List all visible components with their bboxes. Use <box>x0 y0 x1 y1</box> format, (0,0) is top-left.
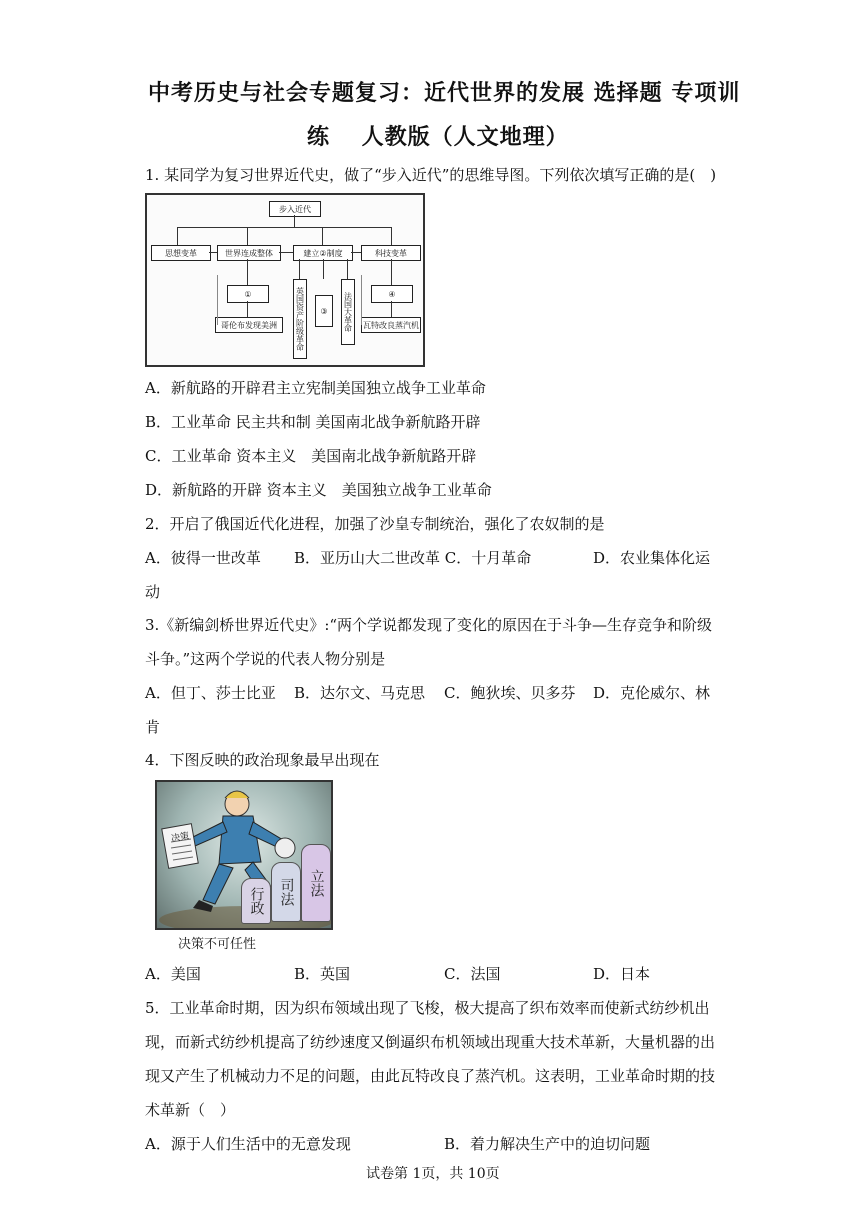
stone-judicial-label: 司法 <box>278 878 295 906</box>
q4-option-c: C．法国 <box>444 965 501 983</box>
page-title-line-1: 中考历史与社会专题复习：近代世界的发展 选择题 专项训 <box>148 81 741 106</box>
mindmap-blank-1: ① <box>227 285 269 303</box>
stone-judicial <box>271 862 301 922</box>
stone-legislative-label: 立法 <box>308 869 325 897</box>
q5-option-b: B．着力解决生产中的迫切问题 <box>444 1135 651 1153</box>
q1-option-b: B．工业革命 民主共和制 美国南北战争新航路开辟 <box>145 413 481 431</box>
q3-option-d-wrap: 肯 <box>145 718 161 736</box>
q2-option-d: D．农业集体化运 <box>593 549 711 567</box>
q3-option-d: D．克伦威尔、林 <box>593 684 711 702</box>
stone-executive-label: 行政 <box>248 887 265 915</box>
q2-option-d-wrap: 动 <box>145 583 161 601</box>
q1-option-c: C．工业革命 资本主义 美国南北战争新航路开辟 <box>145 447 477 465</box>
page-footer: 试卷第 1页，共 10页 <box>366 1166 500 1182</box>
q1-option-a: A．新航路的开辟君主立宪制美国独立战争工业革命 <box>145 379 486 397</box>
q2-option-b-c: B．亚历山大二世改革 C．十月革命 <box>294 549 532 567</box>
q4-option-d: D．日本 <box>593 965 651 983</box>
q4-option-a: A．美国 <box>145 965 201 983</box>
q1-option-d: D．新航路的开辟 资本主义 美国独立战争工业革命 <box>145 481 492 499</box>
mind-map-figure <box>145 193 425 367</box>
question-3-text-line-1: 3.《新编剑桥世界近代史》:“两个学说都发现了变化的原因在于斗争—生存竞争和阶级 <box>145 616 713 634</box>
q5-option-a: A．源于人们生活中的无意发现 <box>145 1135 351 1153</box>
q2-option-a: A．彼得一世改革 <box>145 549 261 567</box>
mindmap-branch-4: 科技变革 <box>361 245 421 261</box>
q3-option-b: B．达尔文、马克思 <box>294 684 426 702</box>
question-5-text-line-2: 现，而新式纺纱机提高了纺纱速度又倒逼织布机领域出现重大技术革新，大量机器的出 <box>145 1033 716 1051</box>
question-2-text: 2．开启了俄国近代化进程，加强了沙皇专制统治，强化了农奴制的是 <box>145 515 605 533</box>
question-1-text: 1. 某同学为复习世界近代史，做了“步入近代”的思维导图。下列依次填写正确的是( ) <box>145 166 717 184</box>
question-5-text-line-1: 5．工业革命时期，因为织布领域出现了飞梭，极大提高了织布效率而使新式纺纱机出 <box>145 999 710 1017</box>
mindmap-branch-2: 世界连成整体 <box>217 245 281 261</box>
mindmap-leaf-english-revolution: 英国资产阶级革命 <box>293 279 307 359</box>
mindmap-blank-3: ③ <box>315 295 333 327</box>
mindmap-branch-3: 建立②制度 <box>293 245 353 261</box>
mindmap-leaf-french-revolution: 法国大革命 <box>341 279 355 345</box>
question-5-text-line-3: 现又产生了机械动力不足的问题，由此瓦特改良了蒸汽机。这表明，工业革命时期的技 <box>145 1067 716 1085</box>
cartoon-caption: 决策不可任性 <box>178 937 257 952</box>
cartoon-image <box>155 780 333 930</box>
mindmap-root: 步入近代 <box>269 201 321 217</box>
question-4-text: 4．下图反映的政治现象最早出现在 <box>145 751 380 769</box>
q3-option-a: A．但丁、莎士比亚 <box>145 684 276 702</box>
question-3-text-line-2: 斗争。”这两个学说的代表人物分别是 <box>145 650 386 668</box>
question-5-text-line-4: 术革新（ ） <box>145 1101 236 1119</box>
mindmap-leaf-watt: 瓦特改良蒸汽机 <box>361 317 421 333</box>
stone-legislative <box>301 844 331 922</box>
mindmap-leaf-columbus: 哥伦布发现美洲 <box>215 317 283 333</box>
stone-executive <box>241 878 271 924</box>
q3-option-c: C．鲍狄埃、贝多芬 <box>444 684 576 702</box>
cartoon-paper-label: 决策 <box>170 831 191 845</box>
page-title-line-2: 练 人教版（人文地理） <box>307 125 569 150</box>
q4-option-b: B．英国 <box>294 965 351 983</box>
mindmap-blank-4: ④ <box>371 285 413 303</box>
mindmap-branch-1: 思想变革 <box>151 245 211 261</box>
